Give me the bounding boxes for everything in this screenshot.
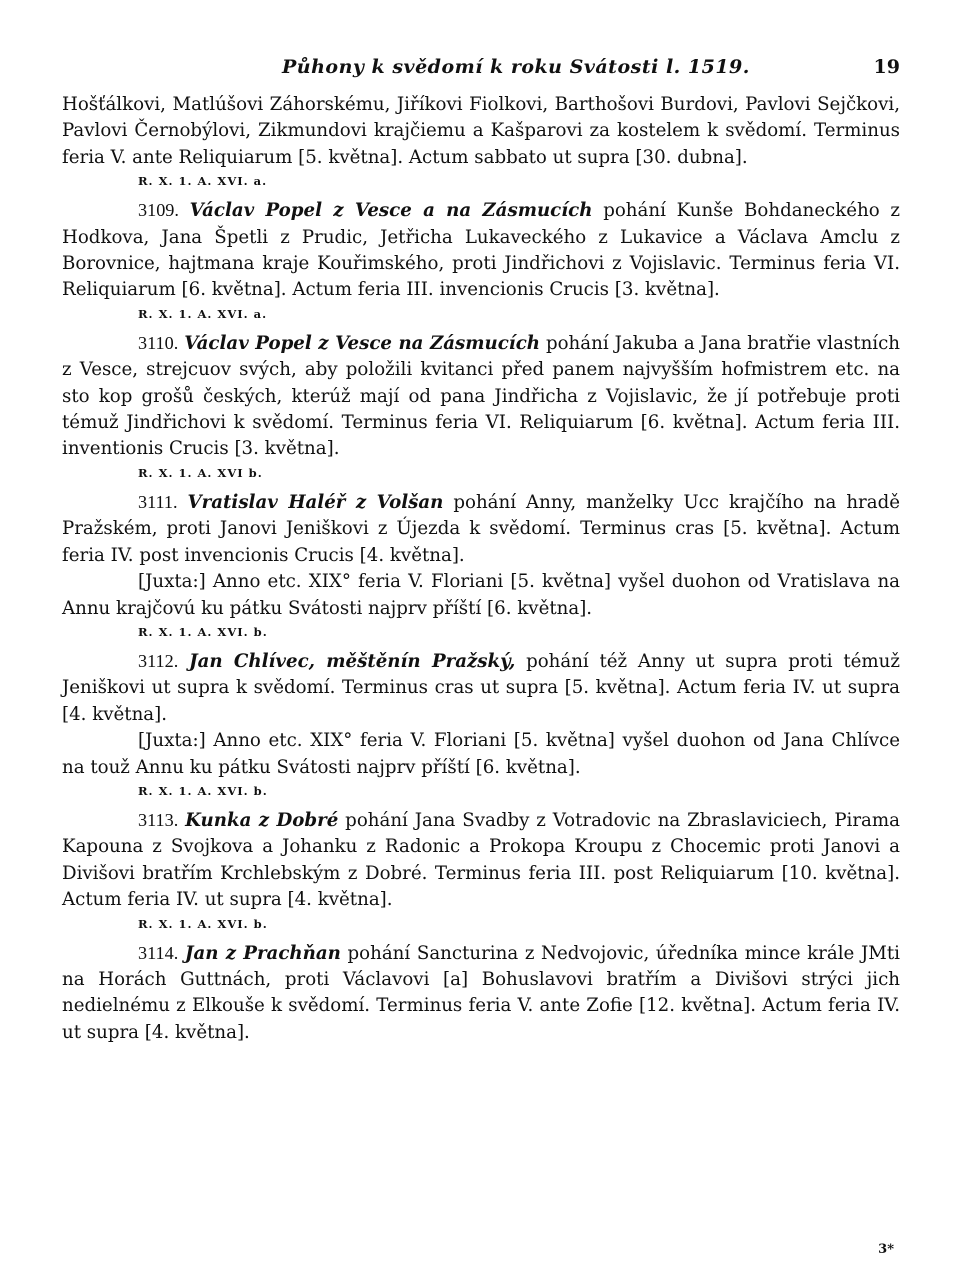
- entry-number: 3109.: [138, 200, 179, 221]
- running-title: Půhony k svědomí k roku Svátosti l. 1519.: [282, 56, 750, 78]
- entry-text: pohání Kunše Bohdaneckého z Hodkova, Jana Špetli z Prudic, Jetřicha Lukaveckého z Lukavice a Václava Amclu z Borovnice, hajtmana kraje Kouřimského, proti Jindřichovi z Vojislavic. Terminus feria VI. Reliquiarum [6. května]. Actum feria III. invencionis Crucis [3. května].: [62, 200, 900, 301]
- entry-number: 3111.: [138, 491, 178, 512]
- entry-text: pohání též Anny ut supra proti témuž Jeniškovi ut supra k svědomí. Terminus cras ut supra [5. května]. Actum feria IV. ut supra [4. května].: [62, 650, 900, 725]
- entry-number: 3112.: [138, 650, 179, 671]
- sheet-mark: 3*: [878, 1242, 894, 1257]
- entry-signature: R. X. 1. A. XVI. b.: [138, 916, 268, 931]
- entry-person-name: Václav Popel z Vesce a na Zásmucích: [189, 200, 593, 222]
- entry-text: pohání Jakuba a Jana bratřie vlastních z Vesce, strejcuov svých, aby položili kvitanci před panem najvyšším hofmistrem etc. na sto kop grošů českých, kterúž mají od pana Jindřicha z Vojislavic, že jí potřebuje proti témuž Jindřichovi k svědomí. Terminus feria VI. Reliquiarum [6. května]. Actum feria III. inventionis Crucis [3. května].: [62, 332, 900, 460]
- entry-person-name: Jan Chlívec, měštěnín Pražský,: [189, 650, 516, 672]
- entry-3112: [62, 648, 900, 728]
- entry-number: 3113.: [138, 809, 179, 830]
- entry-person-name: Vratislav Haléř z Volšan: [187, 491, 444, 513]
- entry-intro-text: Hošťálkovi, Matlúšovi Záhorskému, Jiříkovi Fiolkovi, Barthošovi Burdovi, Pavlovi Sejčkovi, Pavlovi Černobýlovi, Zikmundovi krajčiemu a Kašparovi za kostelem k svědomí. Terminus feria V. ante Reliquiarum [5. května]. Actum sabbato ut supra [30. dubna].: [62, 94, 900, 168]
- entry-intro-signature: R. X. 1. A. XVI. a.: [138, 174, 268, 189]
- entry-number: 3110.: [138, 332, 179, 353]
- entry-signature: R. X. 1. A. XVI. a.: [138, 306, 268, 321]
- entry-signature: R. X. 1. A. XVI b.: [138, 465, 263, 480]
- entry-3110: [62, 330, 900, 463]
- page-header: [62, 52, 900, 92]
- entry-3114: [62, 940, 900, 1047]
- entry-number: 3114.: [138, 942, 179, 963]
- entry-signature: R. X. 1. A. XVI. b.: [138, 783, 268, 798]
- entry-person-name: Jan z Prachňan: [184, 942, 341, 964]
- entry-person-name: Václav Popel z Vesce na Zásmucích: [184, 332, 541, 354]
- entry-3113: [62, 807, 900, 914]
- entry-person-name: Kunka z Dobré: [185, 809, 339, 831]
- page-number: 19: [873, 56, 900, 78]
- entry-3111: [62, 489, 900, 569]
- entry-3109: [62, 197, 900, 304]
- entry-juxta-note: [Juxta:] Anno etc. XIX° feria V. Floriani [5. května] vyšel duohon od Vratislava na Annu krajčovú ku pátku Svátosti najprv příští [6. května].: [62, 571, 900, 619]
- entry-text: pohání Anny, manželky Ucc krajčího na hradě Pražském, proti Janovi Jeniškovi z Újezda k svědomí. Terminus cras [5. května]. Actum feria IV. post invencionis Crucis [4. května].: [62, 491, 900, 566]
- entry-signature: R. X. 1. A. XVI. b.: [138, 624, 268, 639]
- entry-juxta-note: [Juxta:] Anno etc. XIX° feria V. Floriani [5. května] vyšel duohon od Jana Chlívce na touž Annu ku pátku Svátosti najprv příští [6. května].: [62, 730, 900, 778]
- entry-text: pohání Jana Svadby z Votradovic na Zbraslaviciech, Pirama Kapouna z Svojkova a Johanku z Radonic a Prokopa Kroupu z Chocemic proti Janovi a Divišovi bratřím Krchlebským z Dobré. Terminus feria III. post Reliquiarum [10. května]. Actum feria IV. ut supra [4. května].: [62, 809, 900, 911]
- document-page: [62, 52, 900, 1046]
- entry-text: pohání Sancturina z Nedvojovic, úředníka mince krále JMti na Horách Guttnách, proti Václavovi [a] Bohuslavovi bratřím a Divišovi strýci jich nedielnému z Elkouše k svědomí. Terminus feria V. ante Zofie [12. května]. Actum feria IV. ut supra [4. května].: [62, 942, 900, 1043]
